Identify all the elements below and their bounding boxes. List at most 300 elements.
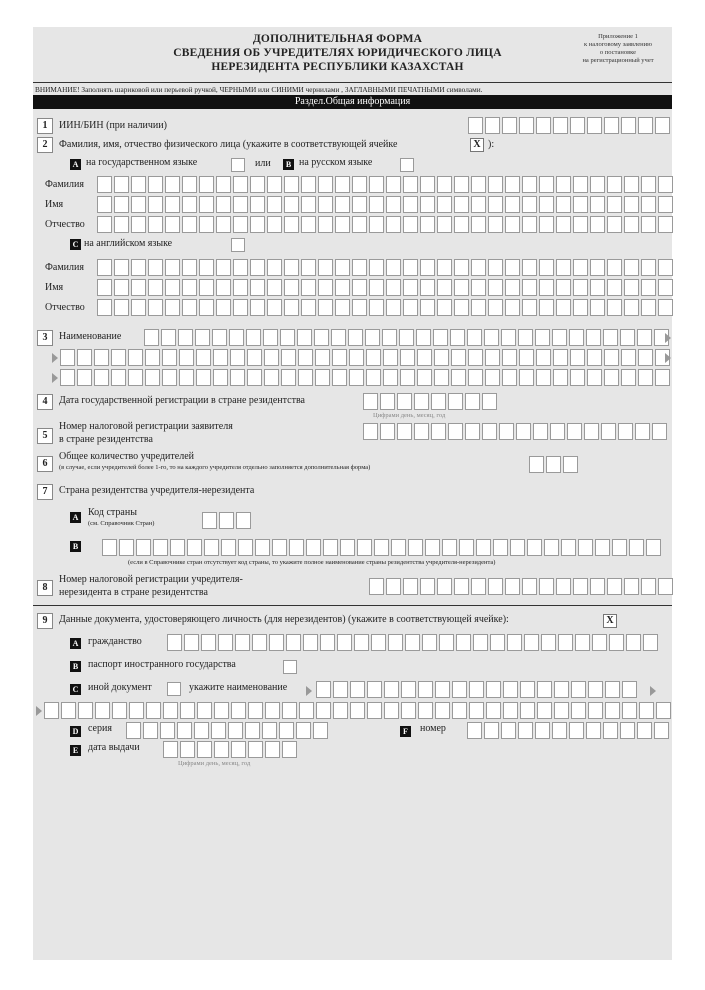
char-cell[interactable]: [196, 369, 211, 386]
char-cell[interactable]: [519, 349, 534, 366]
char-cell[interactable]: [539, 259, 554, 276]
char-cell[interactable]: [301, 216, 316, 233]
char-cell[interactable]: [264, 349, 279, 366]
char-cell[interactable]: [518, 329, 533, 346]
char-cell[interactable]: [471, 176, 486, 193]
char-cell[interactable]: [194, 722, 209, 739]
char-cell[interactable]: [607, 259, 622, 276]
char-cell[interactable]: [519, 117, 534, 134]
char-cell[interactable]: [323, 539, 338, 556]
char-cell[interactable]: [231, 702, 246, 719]
char-cell[interactable]: [655, 369, 670, 386]
char-cell[interactable]: [624, 176, 639, 193]
surname-input[interactable]: [97, 176, 675, 193]
char-cell[interactable]: [233, 299, 248, 316]
char-cell[interactable]: [289, 539, 304, 556]
char-cell[interactable]: [420, 279, 435, 296]
char-cell[interactable]: [167, 634, 182, 651]
char-cell[interactable]: [476, 539, 491, 556]
char-cell[interactable]: [280, 329, 295, 346]
char-cell[interactable]: [131, 259, 146, 276]
char-cell[interactable]: [505, 196, 520, 213]
char-cell[interactable]: [420, 216, 435, 233]
char-cell[interactable]: [488, 216, 503, 233]
char-cell[interactable]: [567, 423, 582, 440]
char-cell[interactable]: [383, 369, 398, 386]
char-cell[interactable]: [216, 216, 231, 233]
char-cell[interactable]: [233, 196, 248, 213]
char-cell[interactable]: [658, 196, 673, 213]
org-name-input-line-1[interactable]: [144, 329, 671, 346]
char-cell[interactable]: [97, 259, 112, 276]
char-cell[interactable]: [94, 349, 109, 366]
other-document-name-input-line-2[interactable]: [44, 702, 673, 719]
char-cell[interactable]: [539, 196, 554, 213]
char-cell[interactable]: [384, 702, 399, 719]
char-cell[interactable]: [320, 634, 335, 651]
name-input[interactable]: [97, 196, 675, 213]
char-cell[interactable]: [221, 539, 236, 556]
char-cell[interactable]: [488, 578, 503, 595]
char-cell[interactable]: [199, 216, 214, 233]
char-cell[interactable]: [658, 176, 673, 193]
char-cell[interactable]: [216, 259, 231, 276]
char-cell[interactable]: [369, 279, 384, 296]
char-cell[interactable]: [114, 299, 129, 316]
char-cell[interactable]: [182, 176, 197, 193]
char-cell[interactable]: [97, 299, 112, 316]
char-cell[interactable]: [365, 329, 380, 346]
char-cell[interactable]: [468, 349, 483, 366]
char-cell[interactable]: [471, 279, 486, 296]
char-cell[interactable]: [131, 299, 146, 316]
english-language-checkbox[interactable]: [231, 238, 245, 252]
patronymic-input[interactable]: [97, 216, 675, 233]
char-cell[interactable]: [471, 216, 486, 233]
char-cell[interactable]: [233, 279, 248, 296]
char-cell[interactable]: [301, 299, 316, 316]
char-cell[interactable]: [250, 259, 265, 276]
char-cell[interactable]: [422, 634, 437, 651]
char-cell[interactable]: [143, 722, 158, 739]
char-cell[interactable]: [148, 299, 163, 316]
char-cell[interactable]: [469, 702, 484, 719]
char-cell[interactable]: [437, 299, 452, 316]
char-cell[interactable]: [590, 279, 605, 296]
char-cell[interactable]: [111, 369, 126, 386]
char-cell[interactable]: [233, 176, 248, 193]
char-cell[interactable]: [111, 349, 126, 366]
char-cell[interactable]: [332, 349, 347, 366]
char-cell[interactable]: [284, 259, 299, 276]
char-cell[interactable]: [267, 196, 282, 213]
char-cell[interactable]: [522, 176, 537, 193]
char-cell[interactable]: [554, 702, 569, 719]
char-cell[interactable]: [301, 259, 316, 276]
char-cell[interactable]: [638, 369, 653, 386]
char-cell[interactable]: [230, 369, 245, 386]
char-cell[interactable]: [520, 702, 535, 719]
char-cell[interactable]: [553, 369, 568, 386]
char-cell[interactable]: [252, 634, 267, 651]
char-cell[interactable]: [603, 722, 618, 739]
char-cell[interactable]: [575, 634, 590, 651]
char-cell[interactable]: [177, 722, 192, 739]
char-cell[interactable]: [400, 369, 415, 386]
char-cell[interactable]: [114, 196, 129, 213]
char-cell[interactable]: [352, 279, 367, 296]
char-cell[interactable]: [588, 702, 603, 719]
char-cell[interactable]: [333, 681, 348, 698]
char-cell[interactable]: [586, 329, 601, 346]
char-cell[interactable]: [451, 349, 466, 366]
char-cell[interactable]: [516, 423, 531, 440]
char-cell[interactable]: [267, 299, 282, 316]
char-cell[interactable]: [420, 176, 435, 193]
applicant-tax-number-input[interactable]: [363, 423, 669, 440]
char-cell[interactable]: [604, 117, 619, 134]
char-cell[interactable]: [553, 349, 568, 366]
char-cell[interactable]: [456, 634, 471, 651]
char-cell[interactable]: [558, 634, 573, 651]
char-cell[interactable]: [369, 216, 384, 233]
char-cell[interactable]: [335, 299, 350, 316]
foreign-passport-checkbox[interactable]: [283, 660, 297, 674]
char-cell[interactable]: [299, 702, 314, 719]
char-cell[interactable]: [352, 196, 367, 213]
char-cell[interactable]: [318, 216, 333, 233]
char-cell[interactable]: [522, 299, 537, 316]
char-cell[interactable]: [180, 702, 195, 719]
char-cell[interactable]: [471, 578, 486, 595]
char-cell[interactable]: [601, 423, 616, 440]
char-cell[interactable]: [384, 681, 399, 698]
char-cell[interactable]: [431, 423, 446, 440]
char-cell[interactable]: [284, 299, 299, 316]
char-cell[interactable]: [335, 259, 350, 276]
char-cell[interactable]: [454, 279, 469, 296]
char-cell[interactable]: [279, 722, 294, 739]
char-cell[interactable]: [131, 196, 146, 213]
char-cell[interactable]: [452, 702, 467, 719]
char-cell[interactable]: [507, 634, 522, 651]
char-cell[interactable]: [609, 634, 624, 651]
char-cell[interactable]: [352, 259, 367, 276]
char-cell[interactable]: [386, 176, 401, 193]
char-cell[interactable]: [505, 216, 520, 233]
char-cell[interactable]: [417, 369, 432, 386]
char-cell[interactable]: [214, 702, 229, 719]
char-cell[interactable]: [437, 279, 452, 296]
char-cell[interactable]: [265, 702, 280, 719]
char-cell[interactable]: [332, 369, 347, 386]
char-cell[interactable]: [250, 176, 265, 193]
char-cell[interactable]: [148, 196, 163, 213]
char-cell[interactable]: [587, 369, 602, 386]
char-cell[interactable]: [502, 369, 517, 386]
char-cell[interactable]: [518, 722, 533, 739]
char-cell[interactable]: [499, 423, 514, 440]
char-cell[interactable]: [587, 117, 602, 134]
char-cell[interactable]: [556, 578, 571, 595]
char-cell[interactable]: [431, 393, 446, 410]
char-cell[interactable]: [641, 196, 656, 213]
char-cell[interactable]: [386, 259, 401, 276]
char-cell[interactable]: [386, 196, 401, 213]
char-cell[interactable]: [535, 722, 550, 739]
char-cell[interactable]: [522, 216, 537, 233]
char-cell[interactable]: [550, 423, 565, 440]
char-cell[interactable]: [471, 299, 486, 316]
char-cell[interactable]: [318, 176, 333, 193]
char-cell[interactable]: [607, 216, 622, 233]
char-cell[interactable]: [502, 349, 517, 366]
char-cell[interactable]: [544, 539, 559, 556]
char-cell[interactable]: [556, 279, 571, 296]
char-cell[interactable]: [114, 216, 129, 233]
char-cell[interactable]: [484, 722, 499, 739]
char-cell[interactable]: [349, 349, 364, 366]
char-cell[interactable]: [212, 329, 227, 346]
char-cell[interactable]: [484, 329, 499, 346]
char-cell[interactable]: [607, 176, 622, 193]
other-document-name-input[interactable]: [316, 681, 639, 698]
char-cell[interactable]: [403, 196, 418, 213]
char-cell[interactable]: [629, 539, 644, 556]
char-cell[interactable]: [170, 539, 185, 556]
char-cell[interactable]: [485, 117, 500, 134]
char-cell[interactable]: [269, 634, 284, 651]
char-cell[interactable]: [44, 702, 59, 719]
char-cell[interactable]: [437, 578, 452, 595]
char-cell[interactable]: [637, 722, 652, 739]
char-cell[interactable]: [286, 634, 301, 651]
char-cell[interactable]: [316, 702, 331, 719]
char-cell[interactable]: [620, 722, 635, 739]
char-cell[interactable]: [595, 539, 610, 556]
char-cell[interactable]: [437, 216, 452, 233]
char-cell[interactable]: [162, 369, 177, 386]
char-cell[interactable]: [95, 702, 110, 719]
char-cell[interactable]: [145, 369, 160, 386]
char-cell[interactable]: [605, 681, 620, 698]
char-cell[interactable]: [97, 176, 112, 193]
char-cell[interactable]: [468, 369, 483, 386]
char-cell[interactable]: [641, 259, 656, 276]
char-cell[interactable]: [434, 369, 449, 386]
char-cell[interactable]: [488, 279, 503, 296]
char-cell[interactable]: [554, 681, 569, 698]
char-cell[interactable]: [454, 196, 469, 213]
char-cell[interactable]: [128, 369, 143, 386]
char-cell[interactable]: [505, 279, 520, 296]
char-cell[interactable]: [60, 369, 75, 386]
char-cell[interactable]: [420, 259, 435, 276]
char-cell[interactable]: [505, 299, 520, 316]
char-cell[interactable]: [301, 279, 316, 296]
char-cell[interactable]: [553, 117, 568, 134]
char-cell[interactable]: [228, 722, 243, 739]
char-cell[interactable]: [318, 279, 333, 296]
char-cell[interactable]: [102, 539, 117, 556]
char-cell[interactable]: [556, 299, 571, 316]
char-cell[interactable]: [403, 259, 418, 276]
char-cell[interactable]: [488, 176, 503, 193]
char-cell[interactable]: [165, 259, 180, 276]
char-cell[interactable]: [621, 117, 636, 134]
char-cell[interactable]: [298, 369, 313, 386]
char-cell[interactable]: [301, 176, 316, 193]
char-cell[interactable]: [612, 539, 627, 556]
char-cell[interactable]: [397, 423, 412, 440]
char-cell[interactable]: [522, 259, 537, 276]
char-cell[interactable]: [214, 741, 229, 758]
char-cell[interactable]: [313, 722, 328, 739]
char-cell[interactable]: [473, 634, 488, 651]
char-cell[interactable]: [165, 216, 180, 233]
char-cell[interactable]: [199, 196, 214, 213]
char-cell[interactable]: [607, 279, 622, 296]
char-cell[interactable]: [465, 423, 480, 440]
char-cell[interactable]: [626, 634, 641, 651]
char-cell[interactable]: [452, 681, 467, 698]
char-cell[interactable]: [236, 512, 251, 529]
char-cell[interactable]: [216, 279, 231, 296]
char-cell[interactable]: [248, 702, 263, 719]
char-cell[interactable]: [380, 423, 395, 440]
char-cell[interactable]: [590, 578, 605, 595]
char-cell[interactable]: [272, 539, 287, 556]
char-cell[interactable]: [366, 349, 381, 366]
founders-count-input[interactable]: [529, 456, 580, 473]
char-cell[interactable]: [318, 196, 333, 213]
char-cell[interactable]: [437, 176, 452, 193]
char-cell[interactable]: [128, 349, 143, 366]
char-cell[interactable]: [658, 216, 673, 233]
char-cell[interactable]: [482, 423, 497, 440]
char-cell[interactable]: [199, 259, 214, 276]
char-cell[interactable]: [624, 578, 639, 595]
char-cell[interactable]: [590, 299, 605, 316]
char-cell[interactable]: [131, 176, 146, 193]
char-cell[interactable]: [352, 299, 367, 316]
char-cell[interactable]: [306, 539, 321, 556]
char-cell[interactable]: [573, 299, 588, 316]
char-cell[interactable]: [590, 176, 605, 193]
char-cell[interactable]: [448, 423, 463, 440]
char-cell[interactable]: [403, 279, 418, 296]
patronymic-en-input[interactable]: [97, 299, 675, 316]
char-cell[interactable]: [218, 634, 233, 651]
char-cell[interactable]: [454, 259, 469, 276]
char-cell[interactable]: [179, 349, 194, 366]
char-cell[interactable]: [573, 196, 588, 213]
char-cell[interactable]: [563, 456, 578, 473]
char-cell[interactable]: [146, 702, 161, 719]
founder-tax-number-input[interactable]: [369, 578, 675, 595]
char-cell[interactable]: [635, 423, 650, 440]
char-cell[interactable]: [216, 196, 231, 213]
char-cell[interactable]: [219, 512, 234, 529]
char-cell[interactable]: [349, 369, 364, 386]
char-cell[interactable]: [454, 176, 469, 193]
char-cell[interactable]: [588, 681, 603, 698]
char-cell[interactable]: [522, 578, 537, 595]
name-en-input[interactable]: [97, 279, 675, 296]
char-cell[interactable]: [624, 259, 639, 276]
char-cell[interactable]: [403, 299, 418, 316]
char-cell[interactable]: [61, 702, 76, 719]
char-cell[interactable]: [552, 722, 567, 739]
citizenship-input[interactable]: [167, 634, 660, 651]
char-cell[interactable]: [264, 369, 279, 386]
char-cell[interactable]: [60, 349, 75, 366]
char-cell[interactable]: [197, 702, 212, 719]
char-cell[interactable]: [281, 369, 296, 386]
char-cell[interactable]: [605, 702, 620, 719]
char-cell[interactable]: [569, 329, 584, 346]
char-cell[interactable]: [604, 369, 619, 386]
char-cell[interactable]: [414, 393, 429, 410]
char-cell[interactable]: [148, 216, 163, 233]
char-cell[interactable]: [161, 329, 176, 346]
char-cell[interactable]: [114, 176, 129, 193]
char-cell[interactable]: [624, 299, 639, 316]
char-cell[interactable]: [641, 216, 656, 233]
char-cell[interactable]: [284, 216, 299, 233]
char-cell[interactable]: [136, 539, 151, 556]
char-cell[interactable]: [160, 722, 175, 739]
char-cell[interactable]: [314, 329, 329, 346]
char-cell[interactable]: [536, 117, 551, 134]
char-cell[interactable]: [369, 176, 384, 193]
char-cell[interactable]: [541, 634, 556, 651]
state-language-checkbox[interactable]: [231, 158, 245, 172]
char-cell[interactable]: [131, 279, 146, 296]
char-cell[interactable]: [197, 741, 212, 758]
char-cell[interactable]: [646, 539, 661, 556]
char-cell[interactable]: [97, 216, 112, 233]
char-cell[interactable]: [624, 216, 639, 233]
char-cell[interactable]: [584, 423, 599, 440]
char-cell[interactable]: [437, 196, 452, 213]
country-code-input[interactable]: [202, 512, 253, 529]
char-cell[interactable]: [386, 299, 401, 316]
char-cell[interactable]: [505, 259, 520, 276]
char-cell[interactable]: [282, 741, 297, 758]
char-cell[interactable]: [573, 279, 588, 296]
char-cell[interactable]: [182, 299, 197, 316]
char-cell[interactable]: [363, 423, 378, 440]
char-cell[interactable]: [607, 196, 622, 213]
char-cell[interactable]: [348, 329, 363, 346]
char-cell[interactable]: [391, 539, 406, 556]
char-cell[interactable]: [298, 349, 313, 366]
char-cell[interactable]: [250, 279, 265, 296]
char-cell[interactable]: [403, 176, 418, 193]
russian-language-checkbox[interactable]: [400, 158, 414, 172]
char-cell[interactable]: [267, 259, 282, 276]
char-cell[interactable]: [467, 329, 482, 346]
char-cell[interactable]: [510, 539, 525, 556]
char-cell[interactable]: [552, 329, 567, 346]
char-cell[interactable]: [201, 634, 216, 651]
char-cell[interactable]: [318, 299, 333, 316]
char-cell[interactable]: [265, 741, 280, 758]
char-cell[interactable]: [352, 176, 367, 193]
char-cell[interactable]: [604, 349, 619, 366]
char-cell[interactable]: [352, 216, 367, 233]
